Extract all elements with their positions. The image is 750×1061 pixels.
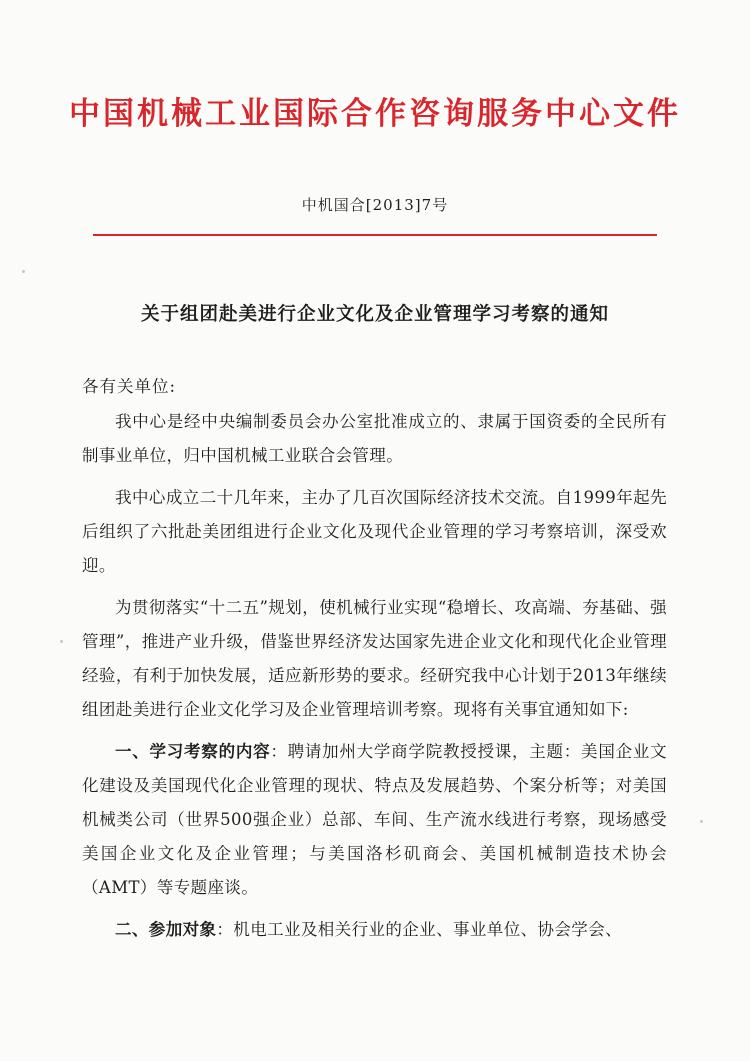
paragraph-intro: 我中心是经中央编制委员会办公室批准成立的、隶属于国资委的全民所有制事业单位，归中国机械工业联合会管理。 [82, 412, 667, 465]
salutation: 各有关单位: [82, 377, 177, 396]
notice-body [82, 405, 667, 955]
organization-title: 中国机械工业国际合作咨询服务中心文件 [69, 96, 681, 132]
document-number: 中机国合[2013]7号 [301, 196, 449, 214]
section-heading: 一、学习考察的内容 [115, 742, 271, 761]
section-text: ：聘请加州大学商学院教授授课，主题：美国企业文化建设及美国现代化企业管理的现状、特点及发展趋势、个案分析等；对美国机械类公司（世界500强企业）总部、车间、生产流水线进行考察，现场感受美国企业文化及企业管理；与美国洛杉矶商会、美国机械制造技术协会（AMT）等专题座谈。 [82, 742, 667, 897]
red-divider-line [93, 234, 657, 236]
paragraph-history: 我中心成立二十几年来，主办了几百次国际经济技术交流。自1999年起先后组织了六批赴美团组进行企业文化及现代企业管理的学习考察培训，深受欢迎。 [82, 488, 667, 575]
notice-title: 关于组团赴美进行企业文化及企业管理学习考察的通知 [140, 304, 609, 325]
section-participants [82, 913, 667, 947]
scan-speck [700, 820, 703, 823]
section-study-content [82, 735, 667, 905]
scan-speck [60, 640, 63, 643]
scan-speck [22, 270, 25, 273]
section-heading: 二、参加对象 [115, 920, 217, 939]
paragraph-plan: 为贯彻落实“十二五”规划，使机械行业实现“稳增长、攻高端、夯基础、强管理”，推进产业升级，借鉴世界经济发达国家先进企业文化和现代化企业管理经验，有利于加快发展，适应新形势的要求。经研究我中心计划于2013年继续组团赴美进行企业文化学习及企业管理培训考察。现将有关事宜通知如下: [82, 598, 667, 719]
section-text: ：机电工业及相关行业的企业、事业单位、协会学会、 [216, 920, 623, 939]
